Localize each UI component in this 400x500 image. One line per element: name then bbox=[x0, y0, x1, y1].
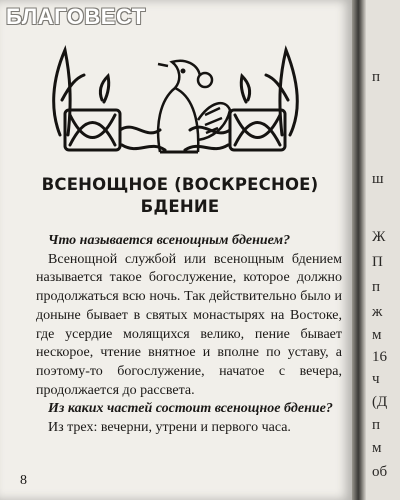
next-page-fragment: (Д bbox=[372, 394, 388, 410]
next-page-fragment: м bbox=[372, 327, 382, 343]
chapter-title bbox=[20, 174, 340, 218]
next-page-fragment: ч bbox=[372, 371, 380, 387]
headpiece-ornament bbox=[40, 40, 310, 165]
next-page-fragment: м bbox=[372, 440, 382, 456]
watermark-logo: БЛАГОВЕСТ bbox=[6, 4, 146, 29]
book-gutter bbox=[352, 0, 366, 500]
main-text bbox=[36, 232, 342, 438]
page-number: 8 bbox=[20, 473, 27, 488]
next-page-fragment: п bbox=[372, 417, 381, 433]
chapter-title-line-2: БДЕНИЕ bbox=[140, 197, 220, 216]
next-page-fragment: п bbox=[372, 279, 381, 295]
question-2: Из каких частей состоит всенощное бдение? bbox=[48, 401, 333, 417]
next-page-fragment: ж bbox=[372, 304, 383, 320]
next-page-fragment: 16 bbox=[372, 349, 387, 365]
book-page-right-edge bbox=[366, 0, 400, 500]
next-page-fragment: Ж bbox=[372, 229, 386, 245]
answer-1: Всенощной службой или всенощным бдением называется такое богослужение, которое должно продолжаться всю ночь. Так действительно было и доныне бывает в святых монастырях на Востоке, где усердие молящихся велико, пение бывает нескорое, чтение внятное и вполне по уставу, а поэтому-то богослужение, начатое с вечера, продолжается до рассвета. bbox=[36, 251, 342, 398]
chapter-title-line-1: ВСЕНОЩНОЕ (ВОСКРЕСНОЕ) bbox=[41, 175, 319, 194]
question-1: Что называется всенощным бдением? bbox=[48, 233, 291, 248]
next-page-fragment: ш bbox=[372, 171, 384, 187]
next-page-fragment: П bbox=[372, 254, 383, 270]
next-page-fragment: п bbox=[372, 69, 381, 85]
answer-2: Из трех: вечерни, утрени и первого часа. bbox=[48, 420, 291, 436]
next-page-fragment: об bbox=[372, 464, 388, 480]
